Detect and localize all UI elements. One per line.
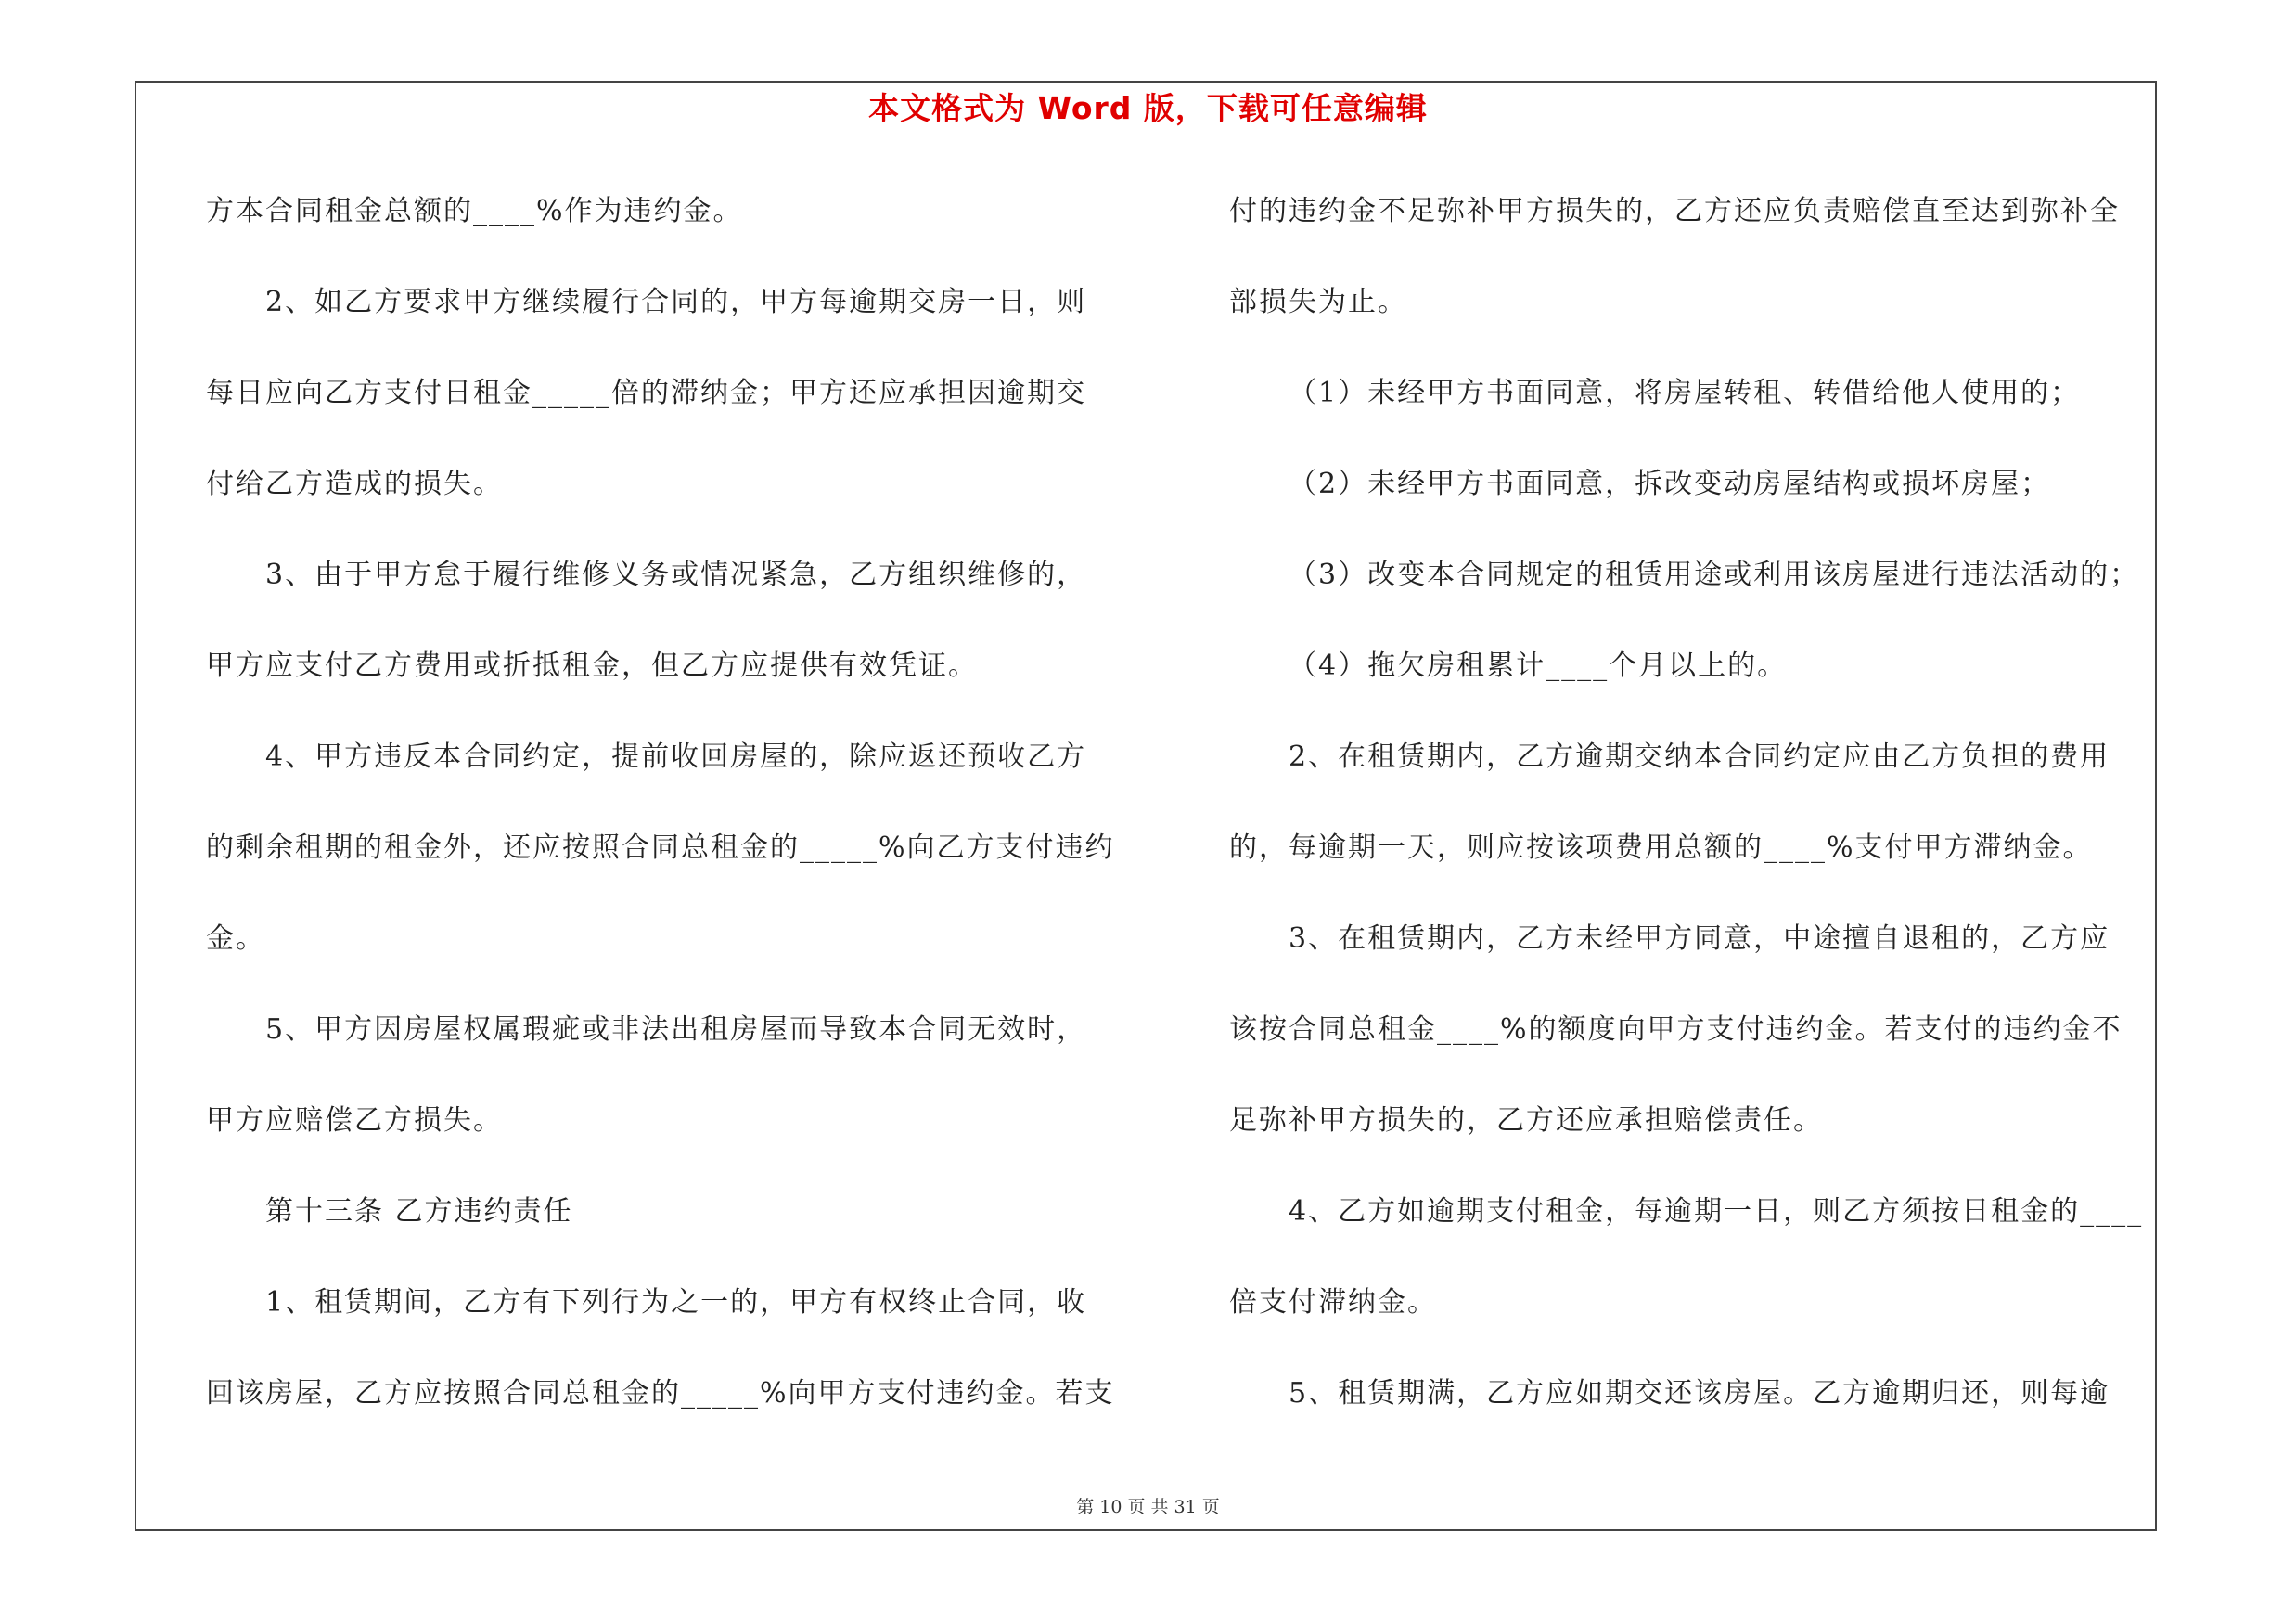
right-column: [1229, 184, 2157, 1457]
paragraph-line: 回该房屋，乙方应按照合同总租金的_____%向甲方支付违约金。若支: [206, 1377, 1115, 1410]
page-number: 第 10 页 共 31 页: [1076, 1497, 1220, 1517]
format-banner: 本文格式为 Word 版，下载可任意编辑: [868, 90, 1428, 126]
list-item: （1）未经甲方书面同意，将房屋转租、转借给他人使用的；: [1289, 377, 2081, 409]
paragraph-line: 4、乙方如逾期支付租金，每逾期一日，则乙方须按日租金的____: [1289, 1195, 2144, 1228]
paragraph-line: 2、如乙方要求甲方继续履行合同的，甲方每逾期交房一日，则: [265, 286, 1087, 318]
paragraph-line: 付的违约金不足弥补甲方损失的，乙方还应负责赔偿直至达到弥补全: [1229, 195, 2120, 227]
paragraph-line: 足弥补甲方损失的，乙方还应承担赔偿责任。: [1229, 1104, 1823, 1137]
paragraph-line: 5、租赁期满，乙方应如期交还该房屋。乙方逾期归还，则每逾: [1289, 1377, 2110, 1410]
left-column: [206, 184, 1124, 1457]
paragraph-line: 的剩余租期的租金外，还应按照合同总租金的_____%向乙方支付违约: [206, 831, 1115, 864]
paragraph-line: 2、在租赁期内，乙方逾期交纳本合同约定应由乙方负担的费用: [1289, 741, 2110, 773]
paragraph-line: 的，每逾期一天，则应按该项费用总额的____%支付甲方滞纳金。: [1229, 831, 2093, 864]
paragraph-line: 倍支付滞纳金。: [1229, 1286, 1437, 1319]
paragraph-line: 部损失为止。: [1229, 286, 1407, 318]
list-item: （2）未经甲方书面同意，拆改变动房屋结构或损坏房屋；: [1289, 468, 2051, 500]
paragraph-line: 该按合同总租金____%的额度向甲方支付违约金。若支付的违约金不: [1229, 1013, 2123, 1046]
paragraph-line: 每日应向乙方支付日租金_____倍的滞纳金；甲方还应承担因逾期交: [206, 377, 1086, 409]
paragraph-line: 3、由于甲方怠于履行维修义务或情况紧急，乙方组织维修的，: [265, 559, 1087, 591]
paragraph-line: 3、在租赁期内，乙方未经甲方同意，中途擅自退租的，乙方应: [1289, 922, 2110, 955]
paragraph-line: 金。: [206, 922, 265, 955]
paragraph-line: 甲方应支付乙方费用或折抵租金，但乙方应提供有效凭证。: [206, 650, 978, 682]
paragraph-line: 5、甲方因房屋权属瑕疵或非法出租房屋而导致本合同无效时，: [265, 1013, 1087, 1046]
paragraph-line: 甲方应赔偿乙方损失。: [206, 1104, 503, 1137]
list-item: （4）拖欠房租累计____个月以上的。: [1289, 650, 1788, 682]
section-heading: 第十三条 乙方违约责任: [265, 1195, 573, 1228]
paragraph-line: 方本合同租金总额的____%作为违约金。: [206, 195, 743, 227]
paragraph-line: 4、甲方违反本合同约定，提前收回房屋的，除应返还预收乙方: [265, 741, 1087, 773]
paragraph-line: 付给乙方造成的损失。: [206, 468, 503, 500]
paragraph-line: 1、租赁期间，乙方有下列行为之一的，甲方有权终止合同，收: [265, 1286, 1087, 1319]
list-item: （3）改变本合同规定的租赁用途或利用该房屋进行违法活动的；: [1289, 559, 2140, 591]
